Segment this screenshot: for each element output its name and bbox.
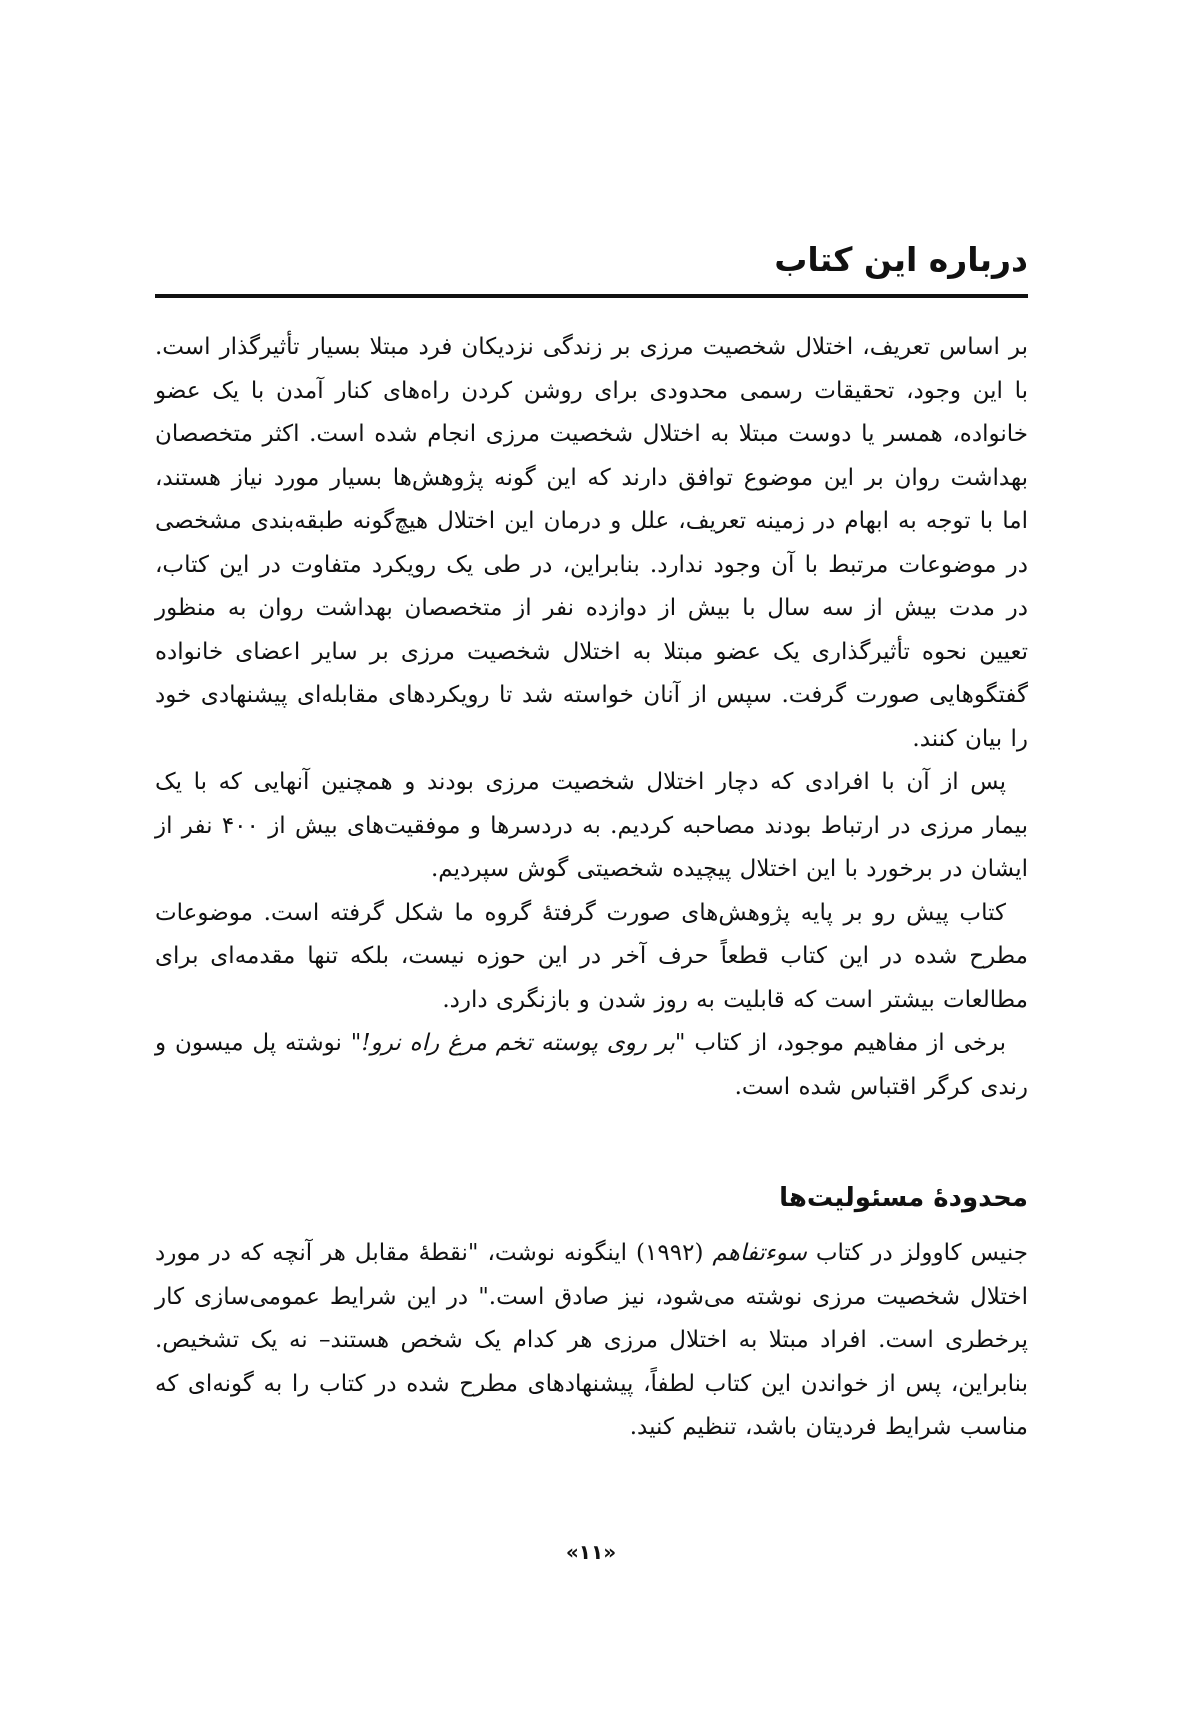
about-paragraph-4 <box>155 1022 1028 1109</box>
quote-close: " <box>350 1030 362 1056</box>
title-divider <box>155 294 1028 298</box>
about-paragraph-1: بر اساس تعریف، اختلال شخصیت مرزی بر زندگی نزدیکان فرد مبتلا بسیار تأثیرگذار است. با این وجود، تحقیقات رسمی محدودی برای روشن کردن راه‌های کنار آمدن با یک عضو خانواده، همسر یا دوست مبتلا به اختلال شخصیت مرزی انجام شده است. اکثر متخصصان بهداشت روان بر این موضوع توافق دارند که این گونه پژوهش‌ها بسیار مورد نیاز هستند، اما با توجه به ابهام در زمینه تعریف، علل و درمان این اختلال هیچ‌گونه طبقه‌بندی مشخصی در موضوعات مرتبط با آن وجود ندارد. بنابراین، در طی یک رویکرد متفاوت در این کتاب، در مدت بیش از سه سال با بیش از دوازده نفر از متخصصان بهداشت روان به منظور تعیین نحوه تأثیرگذاری یک عضو مبتلا به اختلال شخصیت مرزی بر سایر اعضای خانواده گفتگوهایی صورت گرفت. سپس از آنان خواسته شد تا رویکردهای مقابله‌ای پیشنهادی خود را بیان کنند. <box>155 334 1028 752</box>
limits-paragraph-after: (۱۹۹۲) اینگونه نوشت، "نقطهٔ مقابل هر آنچه که در مورد اختلال شخصیت مرزی نوشته می‌شود، نیز صادق است." در این شرایط عمومی‌سازی کار پرخطری است. افراد مبتلا به اختلال مرزی هر کدام یک شخص هستند– نه یک تشخیص. بنابراین، پس از خواندن این کتاب لطفاً، پیشنهادهای مطرح شده در کتاب را به گونه‌ای که مناسب شرایط فردیتان باشد، تنظیم کنید. <box>155 1240 1028 1440</box>
about-paragraph-2: پس از آن با افرادی که دچار اختلال شخصیت مرزی بودند و همچنین آنهایی که با یک بیمار مرزی در ارتباط بودند مصاحبه کردیم. به دردسرها و موفقیت‌های بیش از ۴۰۰ نفر از ایشان در برخورد با این اختلال پیچیده شخصیتی گوش سپردیم. <box>155 769 1028 882</box>
chapter-header <box>155 236 1028 298</box>
section-heading: محدودهٔ مسئولیت‌ها <box>779 1183 1028 1213</box>
about-section <box>155 326 1028 1109</box>
cited-book-title: بر روی پوسته تخم مرغ راه نرو! <box>361 1030 675 1056</box>
limits-paragraph-before: جنیس کاوولز در کتاب <box>806 1240 1028 1266</box>
about-paragraph-4-after: نوشته پل میسون و رندی کرگر اقتباس شده است. <box>155 1030 1028 1100</box>
quote-open: " <box>674 1030 686 1056</box>
about-paragraph-4-before: برخی از مفاهیم موجود، از کتاب <box>685 1030 1006 1056</box>
limits-paragraph <box>155 1232 1028 1450</box>
limits-section <box>155 1232 1028 1450</box>
cited-book-title: سوءتفاهم <box>712 1240 807 1266</box>
about-paragraph-3: کتاب پیش رو بر پایه پژوهش‌های صورت گرفتهٔ گروه ما شکل گرفته است. موضوعات مطرح شده در این کتاب قطعاً حرف آخر در این حوزه نیست، بلکه تنها مقدمه‌ای برای مطالعات بیشتر است که قابلیت به روز شدن و بازنگری دارد. <box>155 899 1028 1013</box>
page-title: درباره این کتاب <box>774 240 1028 279</box>
page-number: «۱۱» <box>565 1540 617 1564</box>
